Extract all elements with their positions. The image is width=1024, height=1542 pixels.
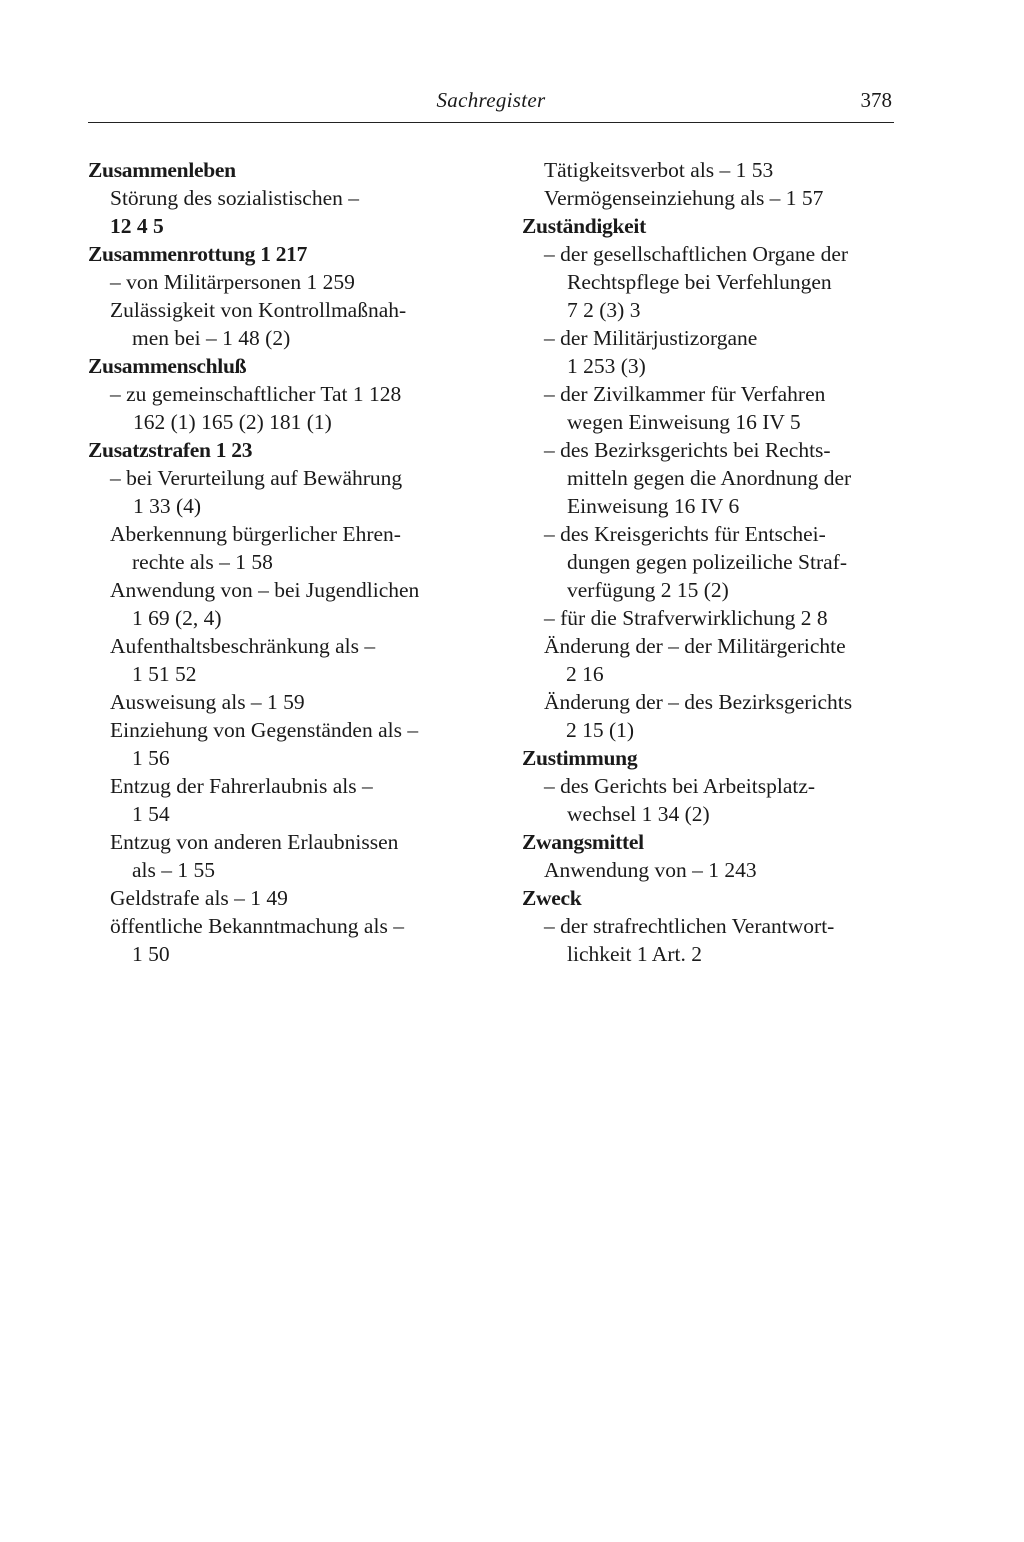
index-subentry-continuation: wegen Einweisung 16 IV 5 (567, 410, 801, 434)
index-subentry-continuation: dungen gegen polizeiliche Straf- (567, 550, 847, 574)
index-headword: Zusammenrottung 1 217 (88, 242, 308, 266)
index-subentry-continuation: wechsel 1 34 (2) (567, 802, 710, 826)
index-subentry: Änderung der – der Militärgerichte (544, 634, 846, 658)
index-subentry: Tätigkeitsverbot als – 1 53 (544, 158, 774, 182)
index-subentry: – des Gerichts bei Arbeitsplatz- (544, 774, 816, 798)
index-subentry: Ausweisung als – 1 59 (110, 690, 305, 714)
index-headword: Zweck (522, 886, 582, 910)
index-subentry-continuation: verfügung 2 15 (2) (567, 578, 729, 602)
index-reference: 12 4 5 (110, 214, 164, 238)
index-headword: Zusammenleben (88, 158, 236, 182)
index-subentry: Entzug der Fahrerlaubnis als – (110, 774, 373, 798)
index-subentry: – für die Strafverwirklichung 2 8 (544, 606, 828, 630)
index-subentry: Geldstrafe als – 1 49 (110, 886, 288, 910)
index-subentry-continuation: 1 69 (2, 4) (132, 606, 222, 630)
index-subentry-continuation: rechte als – 1 58 (132, 550, 273, 574)
index-subentry: – zu gemeinschaftlicher Tat 1 128 (110, 382, 402, 406)
index-subentry-continuation: 1 54 (132, 802, 170, 826)
index-subentry-continuation: mitteln gegen die Anordnung der (567, 466, 852, 490)
running-header (88, 86, 894, 123)
index-subentry-continuation: men bei – 1 48 (2) (132, 326, 291, 350)
index-subentry-continuation: als – 1 55 (132, 858, 216, 882)
index-subentry: Anwendung von – 1 243 (544, 858, 757, 882)
index-subentry: – der strafrechtlichen Verantwort- (544, 914, 835, 938)
index-subentry-continuation: 1 56 (132, 746, 170, 770)
index-subentry: Änderung der – des Bezirksgerichts (544, 690, 853, 714)
index-subentry: – der Militärjustizorgane (544, 326, 758, 350)
index-subentry: Entzug von anderen Erlaubnissen (110, 830, 399, 854)
index-headword: Zuständigkeit (522, 214, 646, 238)
index-subentry-continuation: lichkeit 1 Art. 2 (567, 942, 702, 966)
index-subentry-continuation: 7 2 (3) 3 (567, 298, 641, 322)
running-title: Sachregister (436, 88, 546, 112)
index-subentry-continuation: 162 (1) 165 (2) 181 (1) (133, 410, 332, 434)
index-subentry: – des Bezirksgerichts bei Rechts- (544, 438, 831, 462)
index-subentry-continuation: 1 51 52 (132, 662, 197, 686)
index-subentry: Anwendung von – bei Jugendlichen (110, 578, 420, 602)
index-headword: Zwangsmittel (522, 830, 644, 854)
page-number: 378 (860, 88, 892, 112)
index-subentry-continuation: 1 50 (132, 942, 170, 966)
index-subentry: – der gesellschaftlichen Organe der (544, 242, 849, 266)
index-subentry-continuation: 2 15 (1) (566, 718, 635, 742)
index-subentry: öffentliche Bekanntmachung als – (110, 914, 404, 938)
index-subentry: – der Zivilkammer für Verfahren (544, 382, 826, 406)
index-subentry: Zulässigkeit von Kontrollmaßnah- (110, 298, 407, 322)
index-headword: Zustimmung (522, 746, 638, 770)
index-subentry-continuation: Einweisung 16 IV 6 (567, 494, 740, 518)
index-subentry: – des Kreisgerichts für Entschei- (544, 522, 826, 546)
index-subentry-continuation: 1 253 (3) (567, 354, 646, 378)
index-subentry-continuation: 1 33 (4) (133, 494, 202, 518)
index-subentry: Aufenthaltsbeschränkung als – (110, 634, 376, 658)
index-headword: Zusammenschluß (88, 354, 247, 378)
index-subentry-continuation: 2 16 (566, 662, 604, 686)
index-subentry: – bei Verurteilung auf Bewährung (110, 466, 403, 490)
index-subentry: Einziehung von Gegenständen als – (110, 718, 419, 742)
index-subentry: Vermögenseinziehung als – 1 57 (544, 186, 824, 210)
index-subentry: Aberkennung bürgerlicher Ehren- (110, 522, 401, 546)
index-column-left (88, 156, 458, 968)
index-subentry: – von Militärpersonen 1 259 (110, 270, 355, 294)
index-column-right (522, 156, 894, 968)
index-subentry: Störung des sozialistischen – (110, 186, 360, 210)
index-subentry-continuation: Rechtspflege bei Verfehlungen (567, 270, 832, 294)
index-headword: Zusatzstrafen 1 23 (88, 438, 253, 462)
